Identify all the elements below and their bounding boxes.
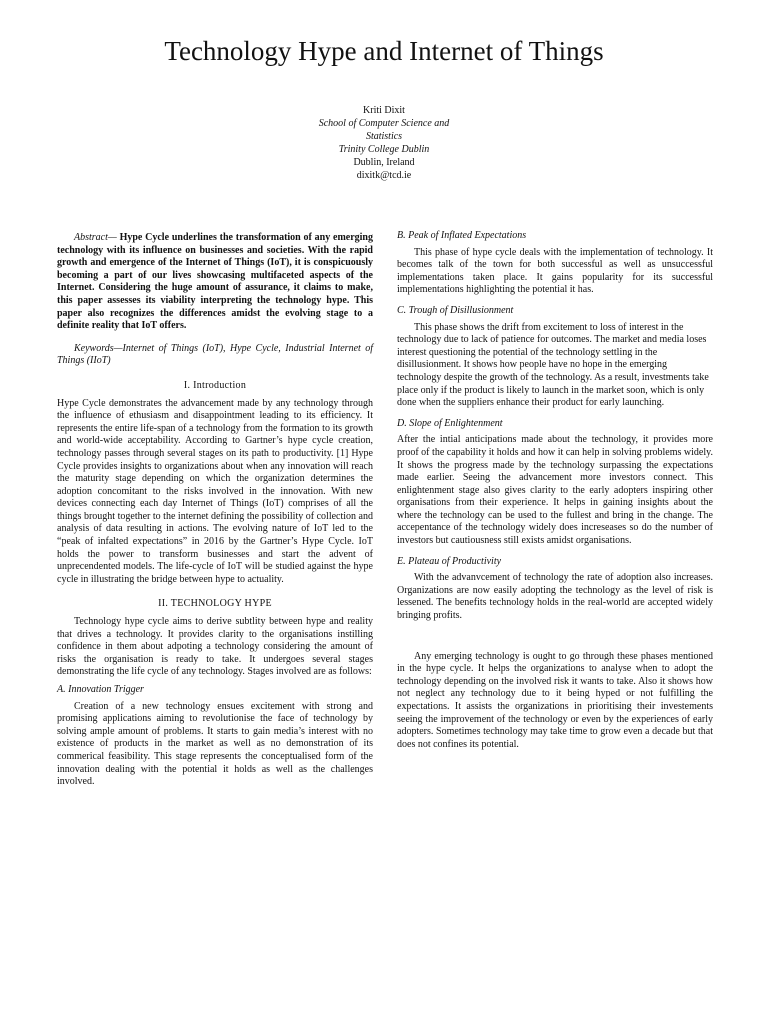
closing-text: Any emerging technology is ought to go through these phases mentioned in the hype cycle. It helps the organizations to analyse when to adopt the technology depending on the involved risk it wants to take. Also it shows how not neglect any technology due to it being hyped or not fulfilling the expectations. It assists the organizations in prioritising their investements seeing the improvement of the technology or even by the experiences of early adopters. Sometimes technology may take time to grow even a decade but that does not confines its potential. — [397, 650, 713, 750]
keywords: Keywords—Internet of Things (IoT), Hype Cycle, Industrial Internet of Things (IIoT) — [57, 342, 373, 367]
slope-text: After the intial anticipations made about the technology, it provides more proof of the capability it holds and how it can help in solving problems widely. It shows the progress made by the technology surpassing the expectations made earlier. Seeing the advancement more investors connect. This enlightenment stage also gives clarity to the early adopters inspiring other organisations from their experience. It helps in gaining insights about the where the technology can be used to the fullest and bring in the change. The accepentance of the technology widely does increseases so do the number of investors but cautiousness still exists amidst organisations. — [397, 434, 713, 547]
technology-hype-intro: Technology hype cycle aims to derive subtlity between hype and reality that drives a technology. It provides clarity to the organisations instilling confidence in them about adpoting a technology considering the amount of risks the organisation is ready to take. It undergoes several stages demonstrating the life cycle of any technology. Stages involved are as follows: — [57, 616, 373, 678]
introduction-text: Hype Cycle demonstrates the advancement made by any technology through the influence of ethusiasm and disappointment leading to its efficiency. It represents the entire life-span of a technology from the formation to its growth and world-wide acceptability. According to Gartner’s hype cycle creation, technology passes through several stages on its path to productivity. [1] Hype Cycle provides insights to organizations about when any innovation will reach the maturity stage depending on which the organization determines the adoption concomitant to the risks involved in the innovation. With new devices connecting each day Internet of Things (IoT) comprises of all the things brought together to the internet defining the possibility of collection and analysis of data resulting in actions. The evolving nature of IoT led to the “peak of infalted expectations” in 2016 by the Gartner’s Hype Cycle. IoT holds the power to transform businesses and start the advent of unprecendented models. The life-cycle of IoT will be studied against the hype cycle in illustrating the bridge between hype to actuality. — [57, 397, 373, 585]
author-location: Dublin, Ireland — [353, 157, 415, 168]
subsection-heading-trough: C. Trough of Disillusionment — [397, 304, 514, 316]
innovation-trigger-text: Creation of a new technology ensues excitement with strong and promising applications aiming to revolutionise the face of technology by solving ample amount of problems. It starts to gain media’s interest with no existence of products in the market as well as no demonstration of its commerical feasibility. This stage represents the conceptualised form of the innovation dealing with the potential it holds as well as the challenges involved. — [57, 700, 373, 788]
author-name: Kriti Dixit — [363, 105, 405, 116]
subsection-heading-peak: B. Peak of Inflated Expectations — [397, 230, 527, 241]
abstract-text: Hype Cycle underlines the transformation of any emerging technology with its influence on businesses and societies. With the rapid growth and emergence of the Internet of Things (IoT), it is conspicuously becoming a part of our lives showcasing multifaceted aspects of the Internet. Considering the huge amount of assurance, it claims to make, this paper assesses its viability interpreting the technology hype. This paper also recognizes the differences amidst the evolving stage to a definite reality that IoT offers. — [57, 232, 373, 332]
left-column — [57, 230, 373, 789]
right-column — [397, 230, 713, 751]
subsection-heading-innovation-trigger: A. Innovation Trigger — [57, 684, 144, 695]
subsection-heading-slope: D. Slope of Enlightenment — [397, 417, 503, 429]
author-affiliation-line1: School of Computer Science and — [318, 118, 450, 129]
author-affiliation-line2: Statistics — [365, 131, 403, 142]
section-heading-technology-hype: II. TECHNOLOGY HYPE — [158, 598, 272, 610]
subsection-heading-plateau: E. Plateau of Productivity — [397, 555, 502, 567]
author-email: dixitk@tcd.ie — [356, 170, 412, 181]
paper-title: Technology Hype and Internet of Things — [164, 36, 604, 66]
abstract — [57, 232, 373, 333]
plateau-text: With the advanvcement of technology the rate of adoption also increases. Organizations are now easily adopting the technology as the level of risk is lessened. The benefits technology holds in the real-world are accepted widely bringing profits. — [397, 572, 713, 622]
trough-text: This phase shows the drift from excitement to loss of interest in the technology due to lack of patience for outcomes. The market and media loses interest questioning the potential of the technology settling in the disillusionment. It shows how people have no hope in the emerging technology despite the growth of the technology. As a result, investments take place only if the product is likely to launch in the market soon, which is only done when the suppliers enhance their product for early launching. — [397, 321, 709, 409]
author-institution: Trinity College Dublin — [338, 144, 430, 155]
peak-text: This phase of hype cycle deals with the implementation of technology. It becomes talk of the town for both successful as well as unsuccessful implementations taken place. It gains popularity for its successful implementations highlighting the potential it has. — [397, 246, 713, 296]
abstract-label: Abstract— — [74, 232, 117, 243]
author-block — [0, 104, 768, 182]
section-heading-introduction: I. Introduction — [183, 379, 247, 391]
